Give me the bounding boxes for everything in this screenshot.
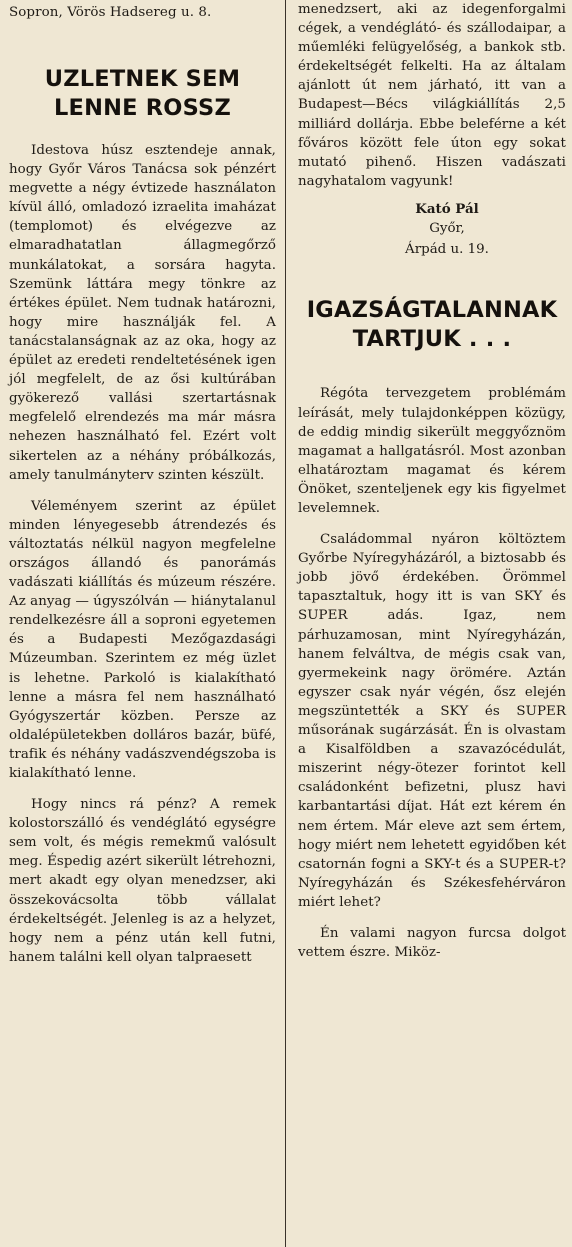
article-headline bbox=[9, 65, 276, 123]
author-name: Kató Pál bbox=[415, 200, 479, 217]
article-paragraph: Idestova húsz esztendeje annak, hogy Győr Város Tanácsa sok pénzért megvette a négy évtizede használaton kívül álló, omladozó izraelita imaházat (templomot) és elvégezve az elmaradhatatlan állagmegőrző munkálatokat, a sorsára hagyta. Szemünk láttára megy tönkre az értékes épület. Nem tudnak határozni, hogy mire használják fel. A tanácstalanságnak az az oka, hogy az épület az eredeti rendeltetésének igen jól megfelelt, de az ősi kultúrában gyökerező vallási szertartásnak megfelelő elrendezés ma már másra nehezen használható fel. Ezért volt sikertelen az a néhány próbálkozás, amely tanulmányterv szinten készült. bbox=[9, 143, 276, 483]
article-paragraph: Véleményem szerint az épület minden lényegesebb átrendezés és változtatás nélkül nagyon megfelelne országos állandó és panorámás vadászati kiállítás és múzeum részére. Az anyag — úgyszólván — hiánytalanul rendelkezésre áll a soproni egyetemen és a Budapesti Mezőgazdasági Múzeumban. Szerintem ez még üzlet is lehetne. Parkoló is kialakítható lenne a másra fel nem használható Gyógyszertár közben. Persze az oldalépületekben dolláros bazár, büfé, trafik és néhány vadászvendégszoba is kialakítható lenne. bbox=[9, 498, 276, 781]
article-paragraph: Hogy nincs rá pénz? A remek kolostorszálló és vendéglátó egységre sem volt, és mégis remekmű valósult meg. Éspedig azért sikerült létrehozni, mert akadt egy olyan menedzser, aki összekovácsolta több vállalat érdekeltségét. Jelenleg is az a helyzet, hogy nem a pénz után kell futni, hanem találni kell olyan talpraesett bbox=[9, 797, 276, 965]
dateline: Sopron, Vörös Hadsereg u. 8. bbox=[9, 5, 212, 20]
headline-line-1: UZLETNEK SEM bbox=[44, 66, 241, 92]
column-divider bbox=[285, 0, 286, 1247]
author-address: Árpád u. 19. bbox=[405, 241, 489, 257]
headline-line-2: LENNE ROSSZ bbox=[54, 95, 231, 121]
article-paragraph: Családommal nyáron költöztem Győrbe Nyíregyházáról, a biztosabb és jobb jövő érdekében. Örömmel tapasztaltuk, hogy itt is van SKY és SUPER adás. Igaz, nem párhuzamosan, mint Nyíregyházán, hanem felváltva, de mégis csak van, gyermekeink nagy örömére. Aztán egyszer csak nyár végén, ősz elején megszüntették a SKY és SUPER műsorának sugárzását. Én is olvastam a Kisalföldben a szavazócédulát, miszerint négy-ötezer forintot kell családonként befizetni, plusz havi karbantartási díjat. Hát ezt kérem én nem értem. Már eleve azt sem értem, hogy miért nem lehetett egyidőben két csatornán fogni a SKY-t és a SUPER-t? Nyíregyházán és Székesfehérváron miért lehet? bbox=[298, 532, 566, 910]
continued-paragraph: menedzsert, aki az idegenforgalmi cégek, a vendéglátó- és szállodaipar, a műemléki felügyelőség, a bankok stb. érdekeltségét felkelti. Ha az általam ajánlott út nem járható, itt van a Budapest—Bécs világkiállítás 2,5 milliárd dollárja. Ebbe beleférne a két főváros között fele úton egy sokat mutató pihenő. Hiszen vadászati nagyhatalom vagyunk! bbox=[298, 2, 566, 189]
right-column bbox=[287, 0, 572, 1247]
left-column bbox=[0, 0, 284, 1247]
signature-block bbox=[328, 199, 566, 261]
article-paragraph: Régóta tervezgetem problémám leírását, mely tulajdonképpen közügy, de eddig mindig sikerült meggyőznöm magamat a hallgatásról. Most azonban elhatároztam magamat és kérem Önöket, szenteljenek egy kis figyelmet levelemnek. bbox=[298, 386, 566, 516]
author-city: Győr, bbox=[429, 221, 465, 237]
headline-line-1: IGAZSÁGTALANNAK bbox=[306, 297, 558, 324]
headline-line-2: TARTJUK . . . bbox=[352, 326, 512, 353]
article-paragraph: Én valami nagyon furcsa dolgot vettem észre. Miköz- bbox=[298, 925, 566, 961]
article-headline bbox=[298, 296, 566, 354]
